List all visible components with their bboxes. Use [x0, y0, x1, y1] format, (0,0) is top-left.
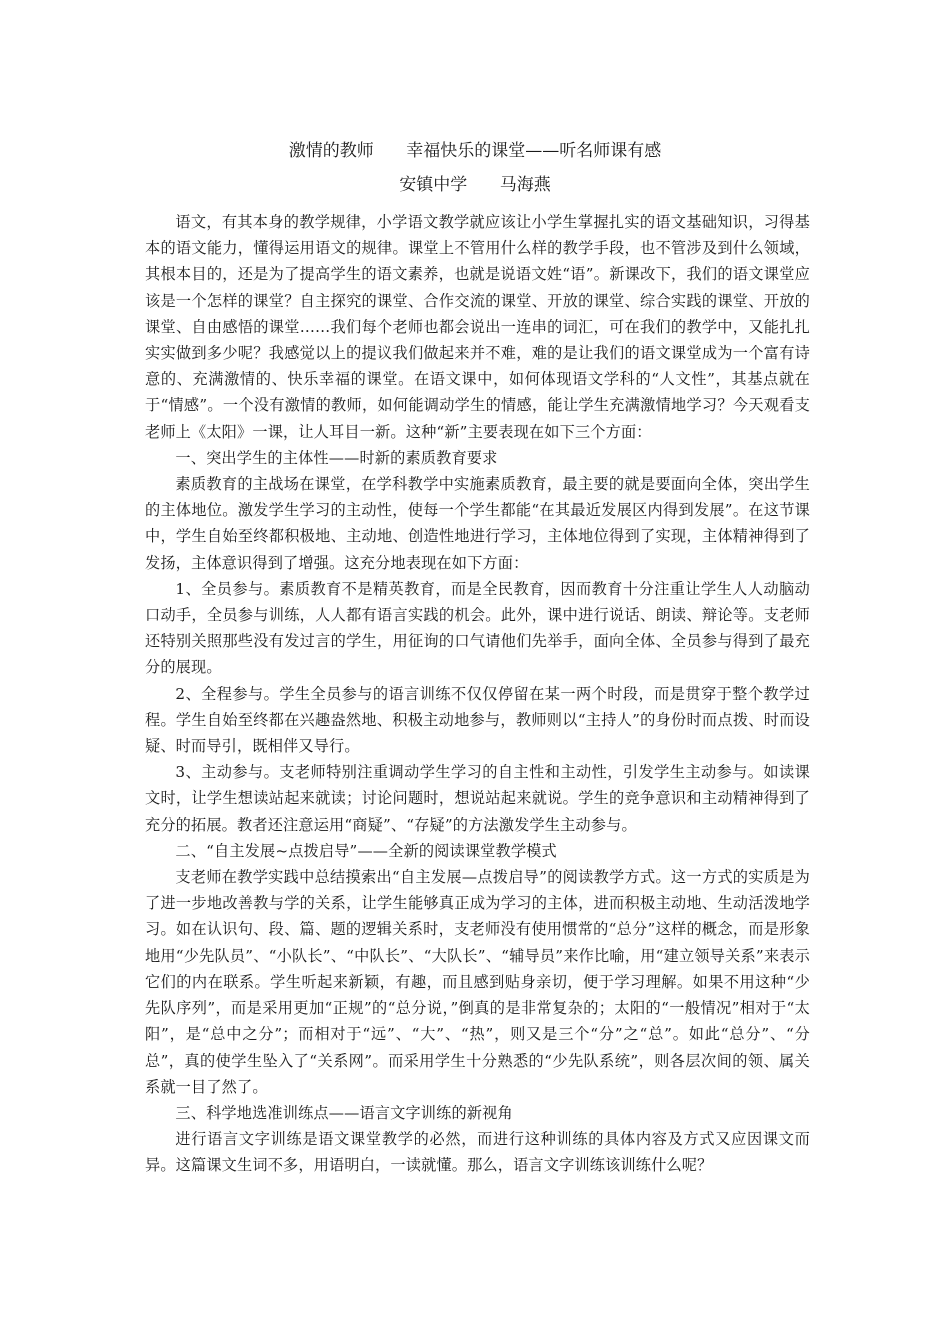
- paragraph-point-1: 1、全员参与。素质教育不是精英教育，而是全民教育，因而教育十分注重让学生人人动脑动口动手，全员参与训练，人人都有语言实践的机会。此外，课中进行说话、朗读、辩论等。支老师还特别关照那些没有发过言的学生，用征询的口气请他们先举手，面向全体、全员参与得到了最充分的展现。: [145, 579, 810, 677]
- document-body: [145, 209, 810, 1179]
- section-heading-2: 二、“自主发展~点拨启导”——全新的阅读课堂教学模式: [175, 841, 557, 860]
- paragraph-point-2: 2、全程参与。学生全员参与的语言训练不仅仅停留在某一两个时段，而是贯穿于整个教学过程。学生自始至终都在兴趣盎然地、积极主动地参与，教师则以“主持人”的身份时而点拨、时而设疑、时而导引，既相伴又导行。: [145, 684, 810, 756]
- paragraph-intro: 语文，有其本身的教学规律，小学语文教学就应该让小学生掌握扎实的语文基础知识，习得基本的语文能力，懂得运用语文的规律。课堂上不管用什么样的教学手段，也不管涉及到什么领域，其根本目的，还是为了提高学生的语文素养，也就是说语文姓“语”。新课改下，我们的语文课堂应该是一个怎样的课堂？自主探究的课堂、合作交流的课堂、开放的课堂、综合实践的课堂、开放的课堂、自由感悟的课堂……我们每个老师也都会说出一连串的词汇，可在我们的教学中，又能扎扎实实做到多少呢？我感觉以上的提议我们做起来并不难，难的是让我们的语文课堂成为一个富有诗意的、充满激情的、快乐幸福的课堂。在语文课中，如何体现语文学科的“人文性”，其基点就在于“情感”。一个没有激情的教师，如何能调动学生的情感，能让学生充满激情地学习？今天观看支老师上《太阳》一课，让人耳目一新。这种“新”主要表现在如下三个方面：: [145, 213, 810, 441]
- section-heading-3: 三、科学地选准训练点——语言文字训练的新视角: [175, 1103, 513, 1122]
- paragraph-point-3: 3、主动参与。支老师特别注重调动学生学习的自主性和主动性，引发学生主动参与。如读课文时，让学生想读站起来就读；讨论问题时，想说站起来就说。学生的竞争意识和主动精神得到了充分的拓展。教者还注意运用“商疑”、“存疑”的方法激发学生主动参与。: [145, 763, 810, 834]
- paragraph: 素质教育的主战场在课堂，在学科教学中实施素质教育，最主要的就是要面向全体，突出学生的主体地位。激发学生学习的主动性，使每一个学生都能“在其最近发展区内得到发展”。在这节课中，学生自始至终都积极地、主动地、创造性地进行学习，主体地位得到了实现，主体精神得到了发扬，主体意识得到了增强。这充分地表现在如下方面：: [145, 475, 810, 572]
- paragraph: 进行语言文字训练是语文课堂教学的必然，而进行这种训练的具体内容及方式又应因课文而异。这篇课文生词不多，用语明白，一读就懂。那么，语言文字训练该训练什么呢？: [145, 1130, 810, 1175]
- section-heading-1: 一、突出学生的主体性——时新的素质教育要求: [175, 448, 498, 467]
- document-author: 安镇中学 马海燕: [399, 175, 551, 195]
- document-title: 激情的教师 幸福快乐的课堂——听名师课有感: [288, 141, 662, 161]
- paragraph: 支老师在教学实践中总结摸索出“自主发展—点拨启导”的阅读教学方式。这一方式的实质是为了进一步地改善教与学的关系，让学生能够真正成为学习的主体，进而积极主动地、生动活泼地学习。如在认识句、段、篇、题的逻辑关系时，支老师没有使用惯常的“总分”这样的概念，而是形象地用“少先队员”、“小队长”、“中队长”、“大队长”、“辅导员”来作比喻，用“建立领导关系”来表示它们的内在联系。学生听起来新颖，有趣，而且感到贴身亲切，便于学习理解。如果不用这种“少先队序列”，而是采用更加“正规”的“总分说，”倒真的是非常复杂的；太阳的“一般情况”相对于“太阳”，是“总中之分”；而相对于“远”、“大”、“热”，则又是三个“分”之“总”。如此“总分”、“分总”，真的使学生坠入了“关系网”。而采用学生十分熟悉的“少先队系统”，则各层次间的领、属关系就一目了然了。: [145, 868, 810, 1096]
